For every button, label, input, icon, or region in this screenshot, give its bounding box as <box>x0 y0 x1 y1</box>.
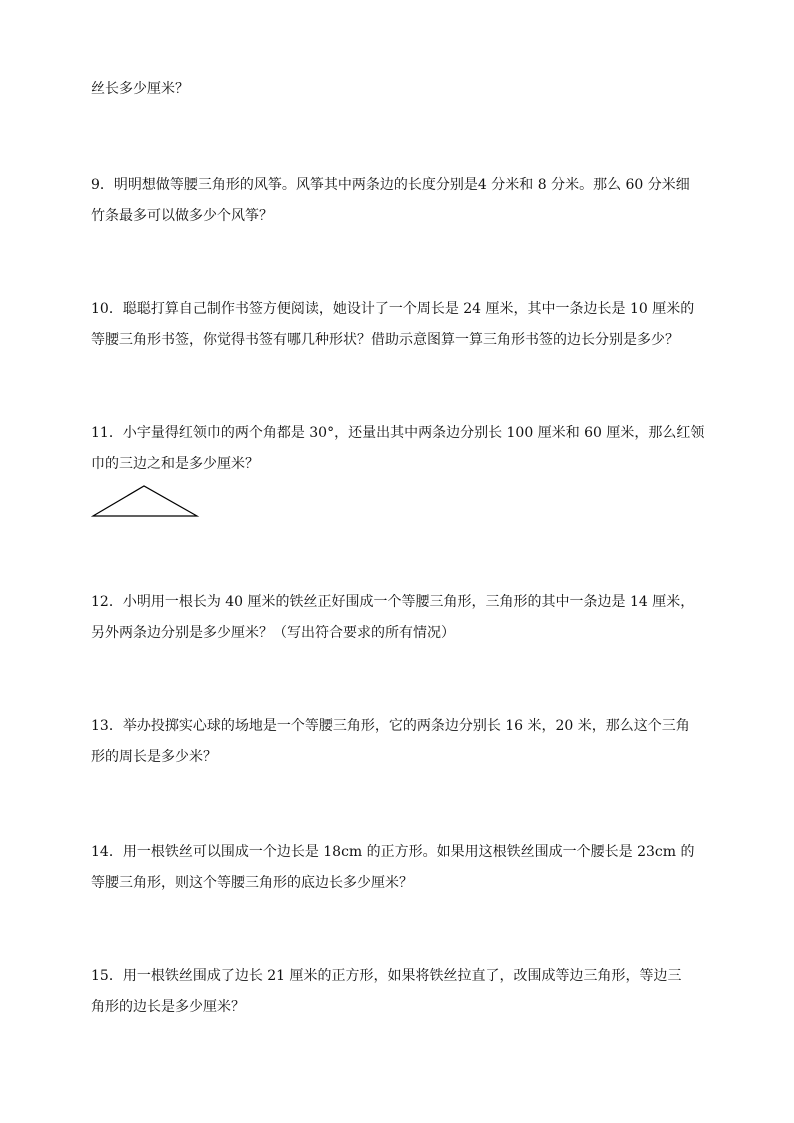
question-line: 竹条最多可以做多少个风筝？ <box>91 208 273 224</box>
question-line: 另外两条边分别是多少厘米？（写出符合要求的所有情况） <box>91 625 455 641</box>
question-line: 10．聪聪打算自己制作书签方便阅读，她设计了一个周长是 24 厘米，其中一条边长是 10 厘米的 <box>91 301 695 317</box>
question-line: 9．明明想做等腰三角形的风筝。风筝其中两条边的长度分别是4 分米和 8 分米。那么 60 分米细 <box>91 177 690 193</box>
continuation-text: 丝长多少厘米？ <box>91 81 189 97</box>
question-line: 角形的边长是多少厘米？ <box>91 999 245 1015</box>
question-line: 巾的三边之和是多少厘米？ <box>91 456 259 472</box>
question-line: 14．用一根铁丝可以围成一个边长是 18cm 的正方形。如果用这根铁丝围成一个腰长是 23cm 的 <box>91 844 695 860</box>
question-line: 等腰三角形书签，你觉得书签有哪几种形状？借助示意图算一算三角形书签的边长分别是多少？ <box>91 332 679 348</box>
question-line: 13．举办投掷实心球的场地是一个等腰三角形，它的两条边分别长 16 米，20 米，那么这个三角 <box>91 718 690 734</box>
question-line: 形的周长是多少米？ <box>91 749 217 765</box>
isosceles-triangle-icon <box>91 484 201 520</box>
triangle-outline <box>93 486 197 516</box>
question-line: 等腰三角形，则这个等腰三角形的底边长多少厘米？ <box>91 875 413 891</box>
question-line: 12．小明用一根长为 40 厘米的铁丝正好围成一个等腰三角形，三角形的其中一条边是 14 厘米， <box>91 594 695 610</box>
question-line: 11．小宇量得红领巾的两个角都是 30°，还量出其中两条边分别长 100 厘米和 60 厘米，那么红领 <box>91 425 705 441</box>
question-line: 15．用一根铁丝围成了边长 21 厘米的正方形，如果将铁丝拉直了，改围成等边三角形，等边三 <box>91 968 682 984</box>
